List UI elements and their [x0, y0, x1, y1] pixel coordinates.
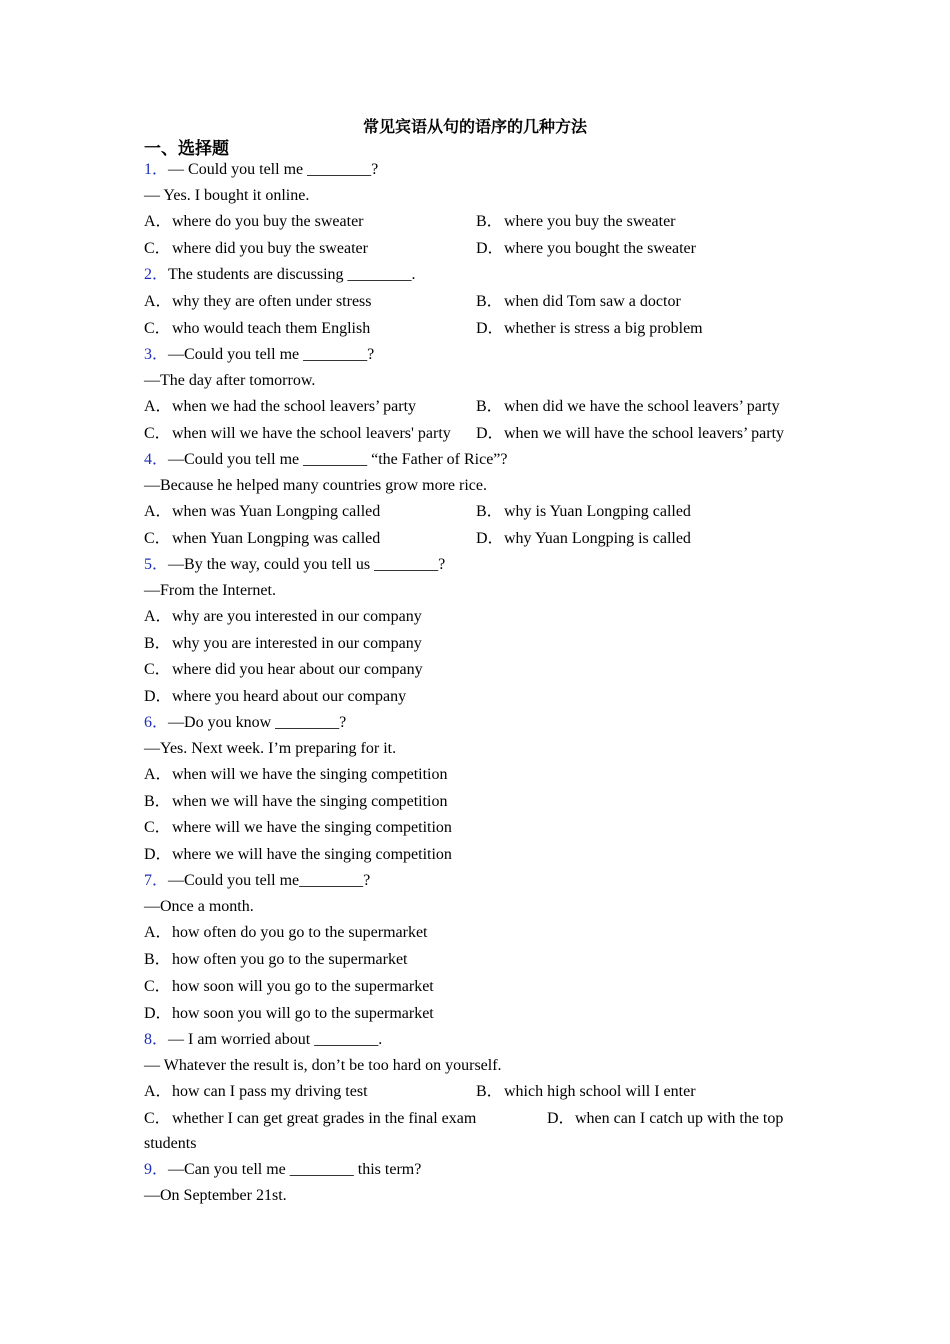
question-reply: —On September 21st. [144, 1187, 287, 1204]
option-c[interactable]: C．when Yuan Longping was called [144, 530, 381, 547]
option-b[interactable]: B．how often you go to the supermarket [144, 951, 408, 968]
question-9 [144, 1160, 421, 1180]
option-a[interactable]: A．where do you buy the sweater [144, 213, 364, 230]
option-a[interactable]: A．how often do you go to the supermarket [144, 924, 428, 941]
option-d[interactable]: D．when can I catch up with the top [547, 1110, 784, 1127]
option-a[interactable]: A．why are you interested in our company [144, 608, 422, 625]
option-c[interactable]: C．where did you buy the sweater [144, 240, 368, 257]
option-c[interactable]: C．where will we have the singing competition [144, 819, 452, 836]
question-number: 8． [144, 1031, 169, 1048]
question-reply: — Yes. I bought it online. [144, 187, 310, 204]
question-7 [144, 871, 370, 891]
option-d[interactable]: D．where you heard about our company [144, 688, 407, 705]
question-reply: —The day after tomorrow. [144, 372, 316, 389]
question-stem: —Could you tell me ________? [168, 346, 375, 363]
question-5 [144, 555, 445, 575]
option-a[interactable]: A．how can I pass my driving test [144, 1083, 368, 1100]
question-3 [144, 345, 374, 365]
option-d[interactable]: D．how soon you will go to the supermarket [144, 1005, 434, 1022]
option-c[interactable]: C．how soon will you go to the supermarket [144, 978, 434, 995]
option-d[interactable]: D．where we will have the singing competition [144, 846, 452, 863]
option-c[interactable]: C．where did you hear about our company [144, 661, 423, 678]
question-6 [144, 713, 346, 733]
question-number: 6． [144, 714, 169, 731]
option-b[interactable]: B．which high school will I enter [476, 1083, 696, 1100]
option-d[interactable]: D．when we will have the school leavers’ party [476, 425, 785, 442]
question-stem: — Could you tell me ________? [168, 161, 379, 178]
option-d-continued: students [144, 1135, 197, 1152]
option-d[interactable]: D．why Yuan Longping is called [476, 530, 691, 547]
question-reply: —Because he helped many countries grow more rice. [144, 477, 487, 494]
option-a[interactable]: A．when we had the school leavers’ party [144, 398, 417, 415]
question-stem: The students are discussing ________. [168, 266, 416, 283]
option-a[interactable]: A．why they are often under stress [144, 293, 372, 310]
section-heading: 一、选择题 [144, 139, 229, 159]
question-stem: —By the way, could you tell us ________? [168, 556, 446, 573]
question-number: 4． [144, 451, 169, 468]
question-4 [144, 450, 508, 470]
question-8 [144, 1030, 382, 1050]
option-b[interactable]: B．when did we have the school leavers’ party [476, 398, 780, 415]
question-stem: — I am worried about ________. [168, 1031, 383, 1048]
question-reply: —Once a month. [144, 898, 254, 915]
question-number: 2． [144, 266, 169, 283]
question-stem: —Can you tell me ________ this term? [168, 1161, 422, 1178]
question-number: 7． [144, 872, 169, 889]
option-b[interactable]: B．when we will have the singing competition [144, 793, 448, 810]
option-c[interactable]: C．when will we have the school leavers' party [144, 425, 451, 442]
question-number: 1． [144, 161, 169, 178]
option-a[interactable]: A．when was Yuan Longping called [144, 503, 381, 520]
question-reply: — Whatever the result is, don’t be too hard on yourself. [144, 1057, 502, 1074]
option-d[interactable]: D．whether is stress a big problem [476, 320, 703, 337]
option-c[interactable]: C．whether I can get great grades in the final exam [144, 1110, 477, 1127]
question-number: 9． [144, 1161, 169, 1178]
option-c[interactable]: C．who would teach them English [144, 320, 371, 337]
question-stem: —Could you tell me ________ “the Father of Rice”? [168, 451, 508, 468]
option-b[interactable]: B．where you buy the sweater [476, 213, 676, 230]
option-b[interactable]: B．why you are interested in our company [144, 635, 422, 652]
option-a[interactable]: A．when will we have the singing competition [144, 766, 448, 783]
question-reply: —From the Internet. [144, 582, 276, 599]
question-stem: —Do you know ________? [168, 714, 347, 731]
document-title: 常见宾语从句的语序的几种方法 [362, 117, 587, 136]
option-b[interactable]: B．why is Yuan Longping called [476, 503, 691, 520]
option-b[interactable]: B．when did Tom saw a doctor [476, 293, 681, 310]
question-number: 5． [144, 556, 169, 573]
question-stem: —Could you tell me________? [168, 872, 371, 889]
question-2 [144, 265, 416, 285]
option-d[interactable]: D．where you bought the sweater [476, 240, 696, 257]
question-1 [144, 160, 378, 180]
question-reply: —Yes. Next week. I’m preparing for it. [144, 740, 397, 757]
question-number: 3． [144, 346, 169, 363]
